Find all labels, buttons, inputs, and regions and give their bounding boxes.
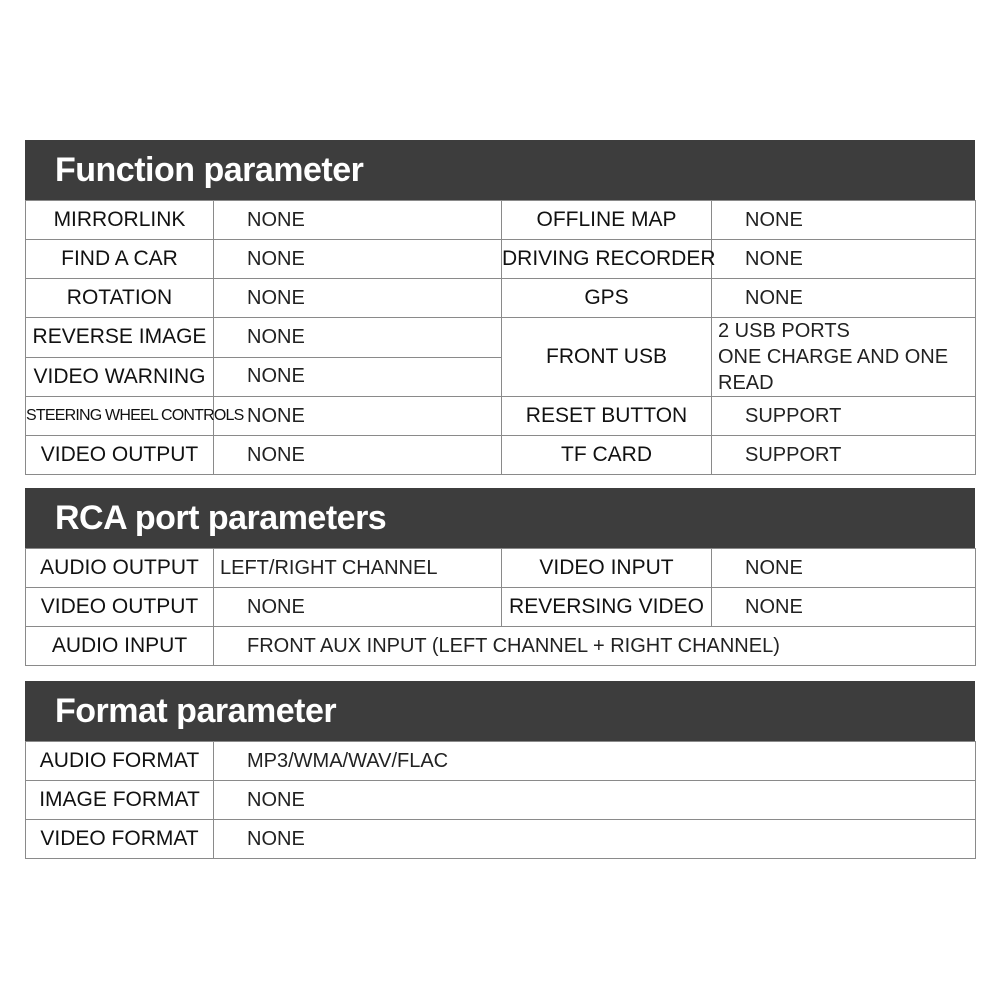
audio-format-value: MP3/WMA/WAV/FLAC [214, 742, 976, 781]
function-parameter-section [25, 140, 975, 475]
rca-audio-input-label: AUDIO INPUT [26, 627, 214, 666]
table-row [26, 318, 976, 358]
function-parameter-table [25, 200, 976, 475]
rotation-label: ROTATION [26, 279, 214, 318]
image-format-label: IMAGE FORMAT [26, 781, 214, 820]
reverse-image-value: NONE [214, 318, 502, 358]
table-row [26, 820, 976, 859]
function-parameter-title: Function parameter [25, 140, 975, 200]
video-warning-label: VIDEO WARNING [26, 357, 214, 397]
offline-map-value: NONE [712, 201, 976, 240]
rca-reversing-video-label: REVERSING VIDEO [502, 588, 712, 627]
offline-map-label: OFFLINE MAP [502, 201, 712, 240]
format-parameter-title: Format parameter [25, 681, 975, 741]
reset-button-value: SUPPORT [712, 397, 976, 436]
steering-wheel-controls-label: STEERING WHEEL CONTROLS [26, 397, 214, 436]
front-usb-value [712, 318, 976, 397]
gps-label: GPS [502, 279, 712, 318]
find-a-car-label: FIND A CAR [26, 240, 214, 279]
table-row [26, 240, 976, 279]
table-row [26, 742, 976, 781]
video-output-value: NONE [214, 436, 502, 475]
rca-video-input-value: NONE [712, 549, 976, 588]
front-usb-value-line2: ONE CHARGE AND ONE READ [718, 346, 949, 394]
table-row [26, 588, 976, 627]
image-format-value: NONE [214, 781, 976, 820]
rca-reversing-video-value: NONE [712, 588, 976, 627]
steering-wheel-controls-value: NONE [214, 397, 502, 436]
rca-audio-output-value: LEFT/RIGHT CHANNEL [214, 549, 502, 588]
rca-video-output-value: NONE [214, 588, 502, 627]
rca-port-parameters-title: RCA port parameters [25, 488, 975, 548]
video-warning-value: NONE [214, 357, 502, 397]
reverse-image-label: REVERSE IMAGE [26, 318, 214, 358]
tf-card-label: TF CARD [502, 436, 712, 475]
table-row [26, 201, 976, 240]
mirrorlink-label: MIRRORLINK [26, 201, 214, 240]
table-row [26, 627, 976, 666]
video-format-label: VIDEO FORMAT [26, 820, 214, 859]
front-usb-label: FRONT USB [502, 318, 712, 397]
rca-video-output-label: VIDEO OUTPUT [26, 588, 214, 627]
format-parameter-section [25, 681, 975, 859]
gps-value: NONE [712, 279, 976, 318]
driving-recorder-label: DRIVING RECORDER [502, 240, 712, 279]
rca-port-parameters-table [25, 548, 976, 666]
mirrorlink-value: NONE [214, 201, 502, 240]
video-format-value: NONE [214, 820, 976, 859]
rotation-value: NONE [214, 279, 502, 318]
rca-audio-output-label: AUDIO OUTPUT [26, 549, 214, 588]
table-row [26, 397, 976, 436]
format-parameter-table [25, 741, 976, 859]
audio-format-label: AUDIO FORMAT [26, 742, 214, 781]
rca-port-parameters-section [25, 488, 975, 666]
reset-button-label: RESET BUTTON [502, 397, 712, 436]
table-row [26, 549, 976, 588]
find-a-car-value: NONE [214, 240, 502, 279]
video-output-label: VIDEO OUTPUT [26, 436, 214, 475]
driving-recorder-value: NONE [712, 240, 976, 279]
table-row [26, 436, 976, 475]
rca-audio-input-value: FRONT AUX INPUT (LEFT CHANNEL + RIGHT CHANNEL) [214, 627, 976, 666]
front-usb-value-line1: 2 USB PORTS [718, 320, 850, 342]
rca-video-input-label: VIDEO INPUT [502, 549, 712, 588]
table-row [26, 781, 976, 820]
table-row [26, 279, 976, 318]
tf-card-value: SUPPORT [712, 436, 976, 475]
